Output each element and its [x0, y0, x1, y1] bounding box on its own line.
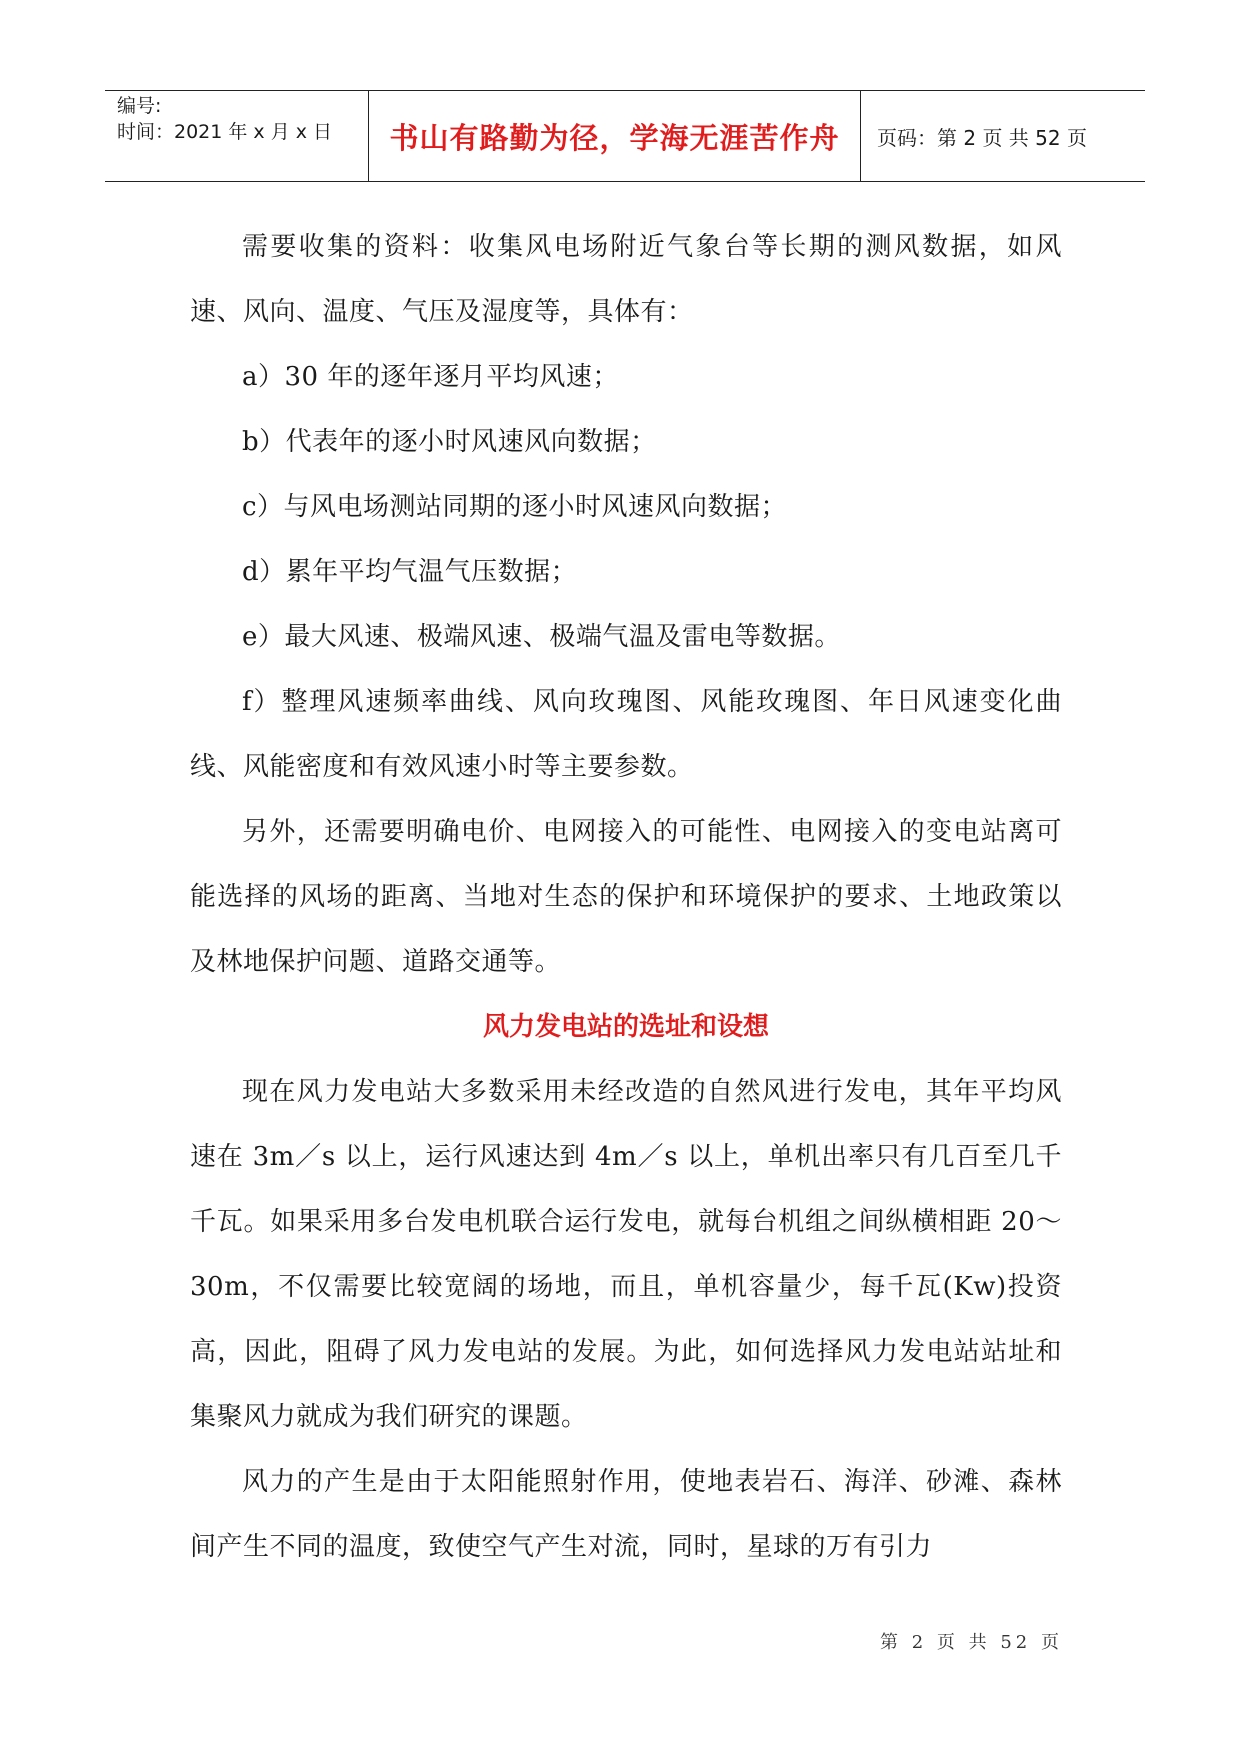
list-item: c）与风电场测站同期的逐小时风速风向数据；: [242, 492, 788, 522]
paragraph: 风力的产生是由于太阳能照射作用，使地表岩石、海洋、砂滩、森林间产生不同的温度，致使空气产生对流，同时，星球的万有引力: [190, 1467, 1062, 1562]
document-time-label: 时间：2021 年 x 月 x 日: [117, 121, 333, 143]
header-page-label: 页码：第 2 页 共 52 页: [877, 125, 1087, 150]
section-heading: 风力发电站的选址和设想: [482, 1012, 769, 1042]
document-number-label: 编号:: [117, 95, 162, 117]
header-meta-cell: [105, 91, 369, 181]
paragraph: 需要收集的资料：收集风电场附近气象台等长期的测风数据，如风速、风向、温度、气压及湿度等，具体有：: [190, 232, 1062, 327]
list-item: a）30 年的逐年逐月平均风速；: [242, 362, 619, 392]
page-footer: 第 2 页 共 52 页: [880, 1632, 1063, 1653]
paragraph: 现在风力发电站大多数采用未经改造的自然风进行发电，其年平均风速在 3m／s 以上，运行风速达到 4m／s 以上，单机出率只有几百至几千千瓦。如果采用多台发电机联合运行发电，就每台机组之间纵横相距 20～30m，不仅需要比较宽阔的场地，而且，单机容量少，每千瓦(Kw)投资高，因此，阻碍了风力发电站的发展。为此，如何选择风力发电站站址和集聚风力就成为我们研究的课题。: [190, 1077, 1062, 1432]
list-item: e）最大风速、极端风速、极端气温及雷电等数据。: [242, 622, 841, 652]
paragraph: 另外，还需要明确电价、电网接入的可能性、电网接入的变电站离可能选择的风场的距离、当地对生态的保护和环境保护的要求、土地政策以及林地保护问题、道路交通等。: [190, 817, 1062, 977]
list-item: f）整理风速频率曲线、风向玫瑰图、风能玫瑰图、年日风速变化曲线、风能密度和有效风速小时等主要参数。: [190, 687, 1062, 782]
document-body: [190, 215, 1062, 1580]
list-item: b）代表年的逐小时风速风向数据；: [242, 427, 657, 457]
header-page-cell: [861, 91, 1145, 181]
header-motto-cell: [369, 91, 861, 181]
page-header: [105, 90, 1145, 182]
header-motto: 书山有路勤为径，学海无涯苦作舟: [389, 120, 840, 155]
list-item: d）累年平均气温气压数据；: [242, 557, 578, 587]
